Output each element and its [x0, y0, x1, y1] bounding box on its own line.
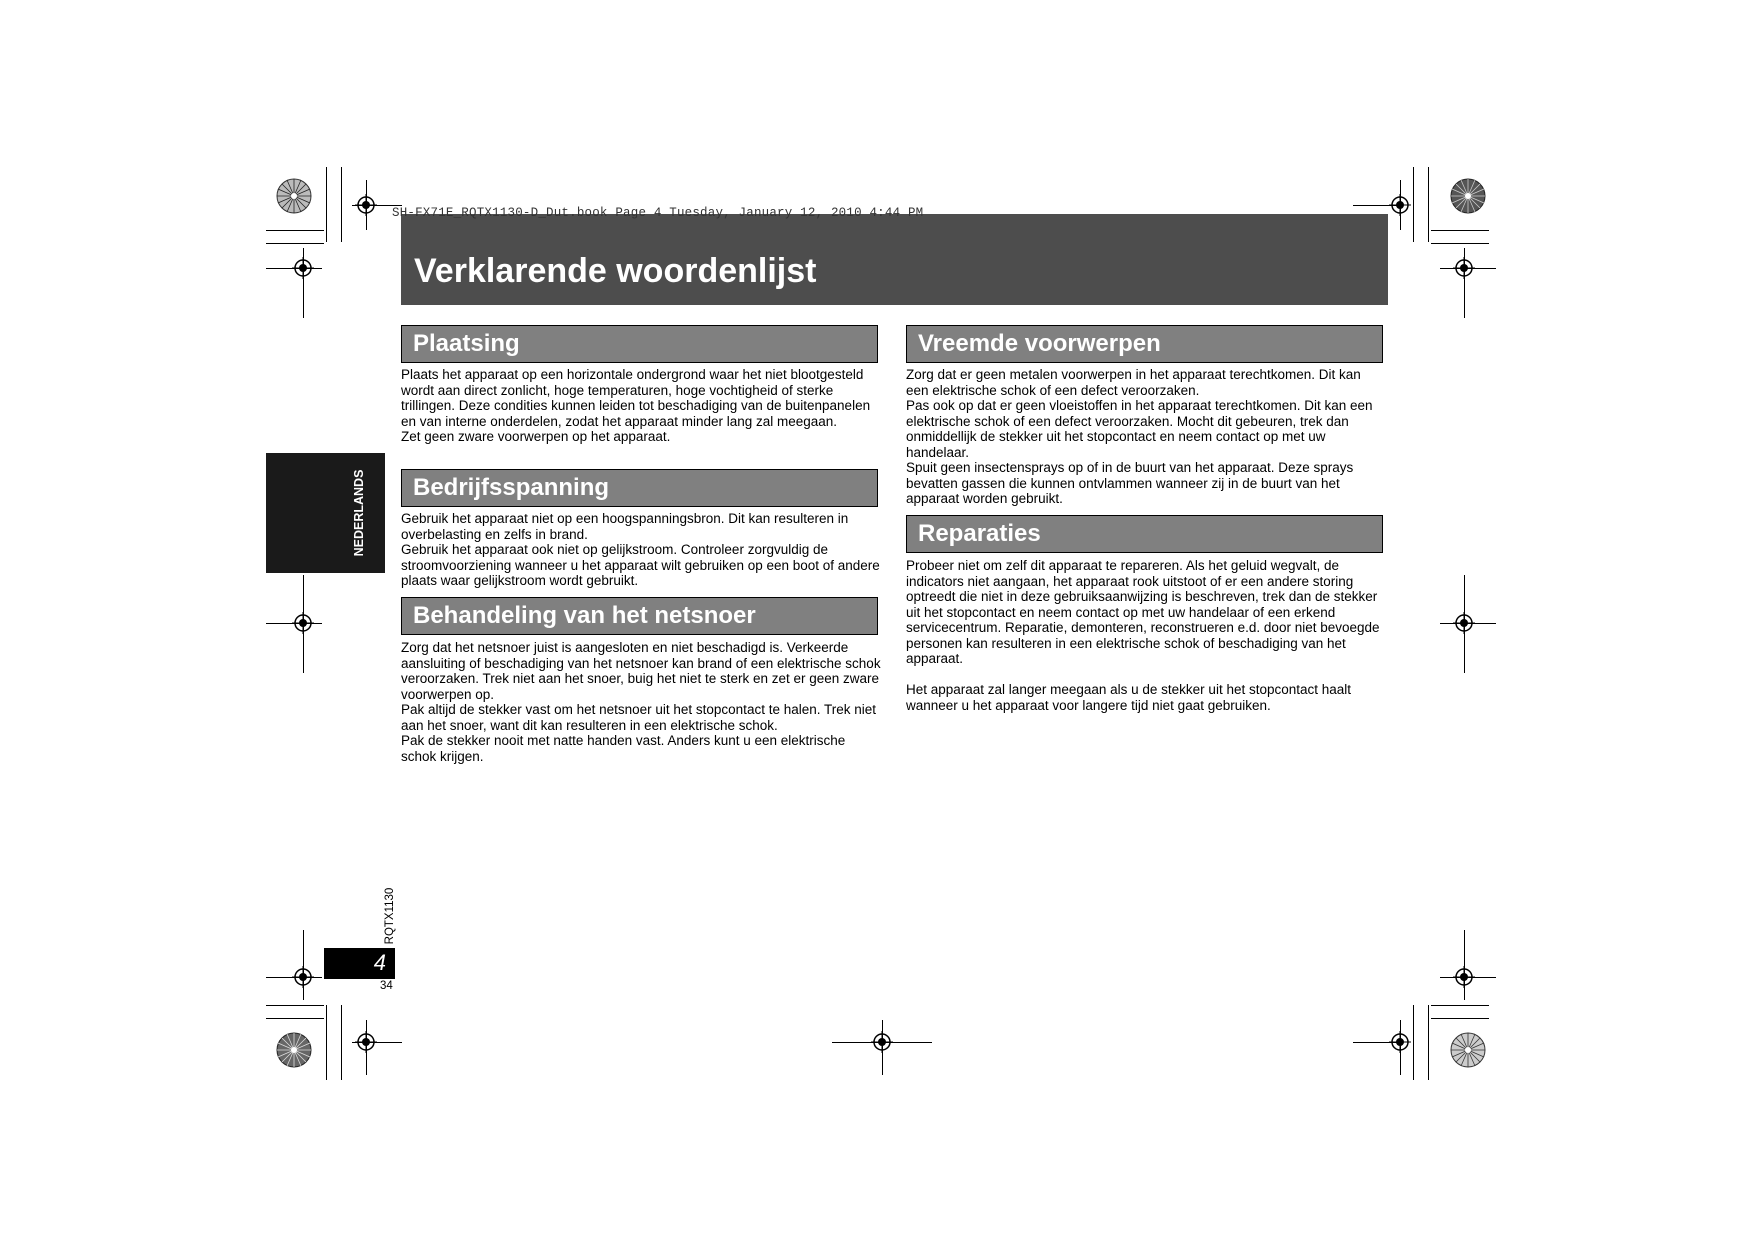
paragraph: Zorg dat het netsnoer juist is aangesloten en niet beschadigd is. Verkeerde aansluiting of beschadiging van het netsnoer kan brand of een elektrische schok veroorzaken. Trek niet aan het snoer, buig het niet te sterk en zet er geen zware voorwerpen op. — [401, 640, 881, 702]
registration-mark-icon — [1453, 257, 1475, 279]
paragraph: Pas ook op dat er geen vloeistoffen in het apparaat terechtkomen. Dit kan een elektrische schok of een defect veroorzaken. Mocht dit gebeuren, trek dan onmiddellijk de stekker uit het stopcontact en neem contact op met uw handelaar. — [906, 398, 1373, 460]
color-rosette-icon — [276, 1032, 312, 1068]
section-heading-label: Reparaties — [918, 520, 1041, 547]
title-bar — [401, 214, 1388, 305]
section-heading-vreemde-voorwerpen — [906, 325, 1383, 363]
page-title: Verklarende woordenlijst — [414, 252, 817, 290]
section-body-plaatsing — [401, 367, 881, 445]
paragraph: Zet geen zware voorwerpen op het apparaat. — [401, 429, 671, 444]
section-body-bedrijfsspanning — [401, 511, 881, 589]
paragraph: Plaats het apparaat op een horizontale ondergrond waar het niet blootgesteld wordt aan direct zonlicht, hoge temperaturen, hoge vochtigheid of sterke trillingen. Deze condities kunnen leiden tot beschadiging van de buitenpanelen en van interne onderdelen, zodat het apparaat minder lang zal meegaan. — [401, 367, 871, 429]
registration-mark-icon — [292, 612, 314, 634]
color-rosette-icon — [1450, 1032, 1486, 1068]
paragraph-gap — [906, 667, 1386, 683]
paragraph: Pak altijd de stekker vast om het netsnoer uit het stopcontact te halen. Trek niet aan het snoer, want dit kan resulteren in een elektrische schok. — [401, 702, 877, 733]
registration-mark-icon — [292, 966, 314, 988]
color-rosette-icon — [1450, 178, 1486, 214]
paragraph: Gebruik het apparaat niet op een hoogspanningsbron. Dit kan resulteren in overbelasting en zelfs in brand. — [401, 511, 849, 542]
book-header: SH-FX71E_RQTX1130-D_Dut.book Page 4 Tuesday, January 12, 2010 4:44 PM — [392, 206, 924, 220]
registration-mark-icon — [1389, 1031, 1411, 1053]
section-heading-label: Behandeling van het netsnoer — [413, 602, 756, 629]
paragraph: Pak de stekker nooit met natte handen vast. Anders kunt u een elektrische schok krijgen. — [401, 733, 846, 764]
color-rosette-icon — [276, 178, 312, 214]
language-tab-label: NEDERLANDS — [352, 469, 366, 557]
section-body-vreemde-voorwerpen — [906, 367, 1386, 507]
paragraph: Spuit geen insectensprays op of in de buurt van het apparaat. Deze sprays bevatten gassen die kunnen ontvlammen wanneer zij in de buurt van het apparaat worden gebruikt. — [906, 460, 1354, 506]
page-number: 4 — [373, 950, 386, 975]
page-number-box — [324, 948, 395, 979]
section-heading-plaatsing — [401, 325, 878, 363]
registration-mark-icon — [1389, 194, 1411, 216]
registration-mark-icon — [1453, 612, 1475, 634]
registration-mark-icon — [871, 1031, 893, 1053]
paragraph: Zorg dat er geen metalen voorwerpen in het apparaat terechtkomen. Dit kan een elektrische schok of een defect veroorzaken. — [906, 367, 1361, 398]
registration-mark-icon — [1453, 966, 1475, 988]
document-code: RQTX1130 — [384, 887, 396, 945]
section-heading-label: Plaatsing — [413, 330, 520, 357]
section-body-netsnoer — [401, 640, 881, 764]
page-number-small: 34 — [380, 980, 393, 992]
section-heading-label: Vreemde voorwerpen — [918, 330, 1161, 357]
section-heading-netsnoer — [401, 597, 878, 635]
paragraph: Het apparaat zal langer meegaan als u de stekker uit het stopcontact haalt wanneer u het apparaat voor langere tijd niet gaat gebruiken. — [906, 682, 1352, 713]
registration-mark-icon — [292, 257, 314, 279]
language-tab — [266, 453, 385, 573]
section-heading-bedrijfsspanning — [401, 469, 878, 507]
paragraph: Probeer niet om zelf dit apparaat te repareren. Als het geluid wegvalt, de indicators niet aangaan, het apparaat rook uitstoot of er een andere storing optreedt die niet in deze gebruiksaanwijzing is beschreven, trek dan de stekker uit het stopcontact en neem contact op met uw handelaar of een erkend servicecentrum. Reparatie, demonteren, reconstrueren e.d. door niet bevoegde personen kan resulteren in een elektrische schok of beschadiging van het apparaat. — [906, 558, 1380, 666]
registration-mark-icon — [355, 194, 377, 216]
section-body-reparaties — [906, 558, 1386, 713]
registration-mark-icon — [355, 1031, 377, 1053]
section-heading-label: Bedrijfsspanning — [413, 474, 610, 501]
paragraph: Gebruik het apparaat ook niet op gelijkstroom. Controleer zorgvuldig de stroomvoorziening wanneer u het apparaat wilt gebruiken op een boot of andere plaats waar gelijkstroom wordt gebruikt. — [401, 542, 880, 588]
section-heading-reparaties — [906, 515, 1383, 553]
